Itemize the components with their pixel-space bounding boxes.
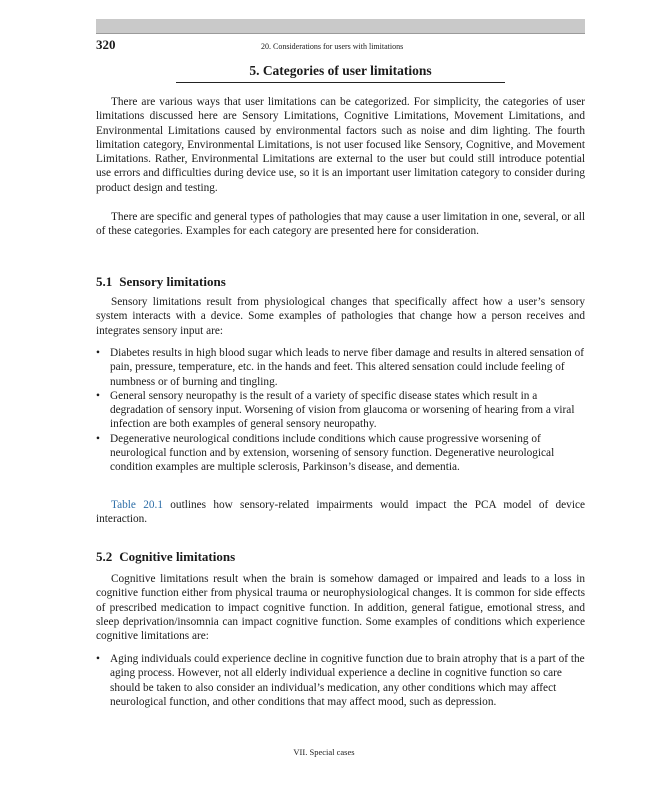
list-item: • Diabetes results in high blood sugar which leads to nerve fiber damage and results in altered sensation of pain, pressure, temperature, etc. in the hands and feet. This altered sensation could include feeling of numbness or of burning and tingling.	[96, 347, 585, 388]
header-bar	[96, 19, 585, 33]
subsection-cognitive-heading	[96, 549, 235, 565]
list-item: • General sensory neuropathy is the result of a variety of specific disease states which result in a degradation of sensory input. Worsening of vision from glaucoma or worsening of hearing from a viral infection are both examples of general sensory neuropathy.	[96, 389, 575, 431]
bullet-icon: •	[96, 653, 100, 665]
bullet-icon: •	[96, 389, 100, 402]
subsection-sensory-heading	[96, 274, 226, 290]
intro-paragraph-1: There are various ways that user limitations can be categorized. For simplicity, the categories of user limitations discussed here are Sensory Limitations, Cognitive Limitations, Movement Limitations, and Environmental Limitations caused by environmental factors such as noise and dim lighting. The fourth limitation category, Environmental Limitations, is not user focused like Sensory, Cognitive, and Movement Limitations. Rather, Environmental Limitations are external to the user but could still introduce potential use errors and difficulties during device use, so it is an important user limitation category to consider during product design and testing.	[96, 96, 585, 194]
subsection-number: 5.1	[96, 274, 113, 289]
bullet-icon: •	[96, 432, 100, 445]
subsection-title: Sensory limitations	[119, 274, 226, 289]
table-reference-text: outlines how sensory-related impairments would impact the PCA model of device interaction.	[96, 499, 585, 526]
bullet-icon: •	[96, 347, 100, 359]
subsection-number: 5.2	[96, 549, 113, 564]
header-rule	[96, 33, 585, 34]
running-head: 20. Considerations for users with limitations	[261, 42, 404, 51]
cognitive-bullet-list	[96, 652, 585, 709]
subsection-title: Cognitive limitations	[119, 549, 236, 564]
table-reference-paragraph	[96, 498, 585, 527]
list-item: • Degenerative neurological conditions include conditions which cause progressive worsening of neurological function and by extension, worsening of sensory function. Degenerative neurological condition examples are multiple sclerosis, Parkinson’s disease, and dementia.	[96, 432, 555, 474]
section-title-rule	[176, 82, 505, 83]
section-title: 5. Categories of user limitations	[249, 63, 432, 78]
page-number: 320	[96, 37, 116, 52]
sensory-paragraph: Sensory limitations result from physiological changes that specifically affect how a user’s sensory system interacts with a device. Some examples of pathologies that change how a person receives and integrates sensory input are:	[96, 296, 585, 337]
table-20-1-link[interactable]: Table 20.1	[111, 499, 163, 511]
page-footer: VII. Special cases	[293, 747, 355, 757]
list-item: • Aging individuals could experience decline in cognitive function due to brain atrophy that is a part of the aging process. However, not all elderly individual experience a decline in cognitive function so care should be taken to also consider an individual’s medication, any other conditions which may affect neurological function, and other conditions that may affect mood, such as depression.	[96, 653, 585, 708]
sensory-bullet-list	[96, 346, 585, 475]
intro-paragraph-2: There are specific and general types of pathologies that may cause a user limitation in one, several, or all of these categories. Examples for each category are presented here for consideration.	[96, 211, 585, 238]
cognitive-paragraph: Cognitive limitations result when the brain is somehow damaged or impaired and leads to a loss in cognitive function either from physical trauma or neurophysiological changes. It is common for side effects of prescribed medication to impact cognitive function. In addition, general fatigue, emotional stress, and sleep deprivation/insomnia can impact cognitive function. Some examples of conditions which experience cognitive limitations are:	[96, 573, 585, 643]
